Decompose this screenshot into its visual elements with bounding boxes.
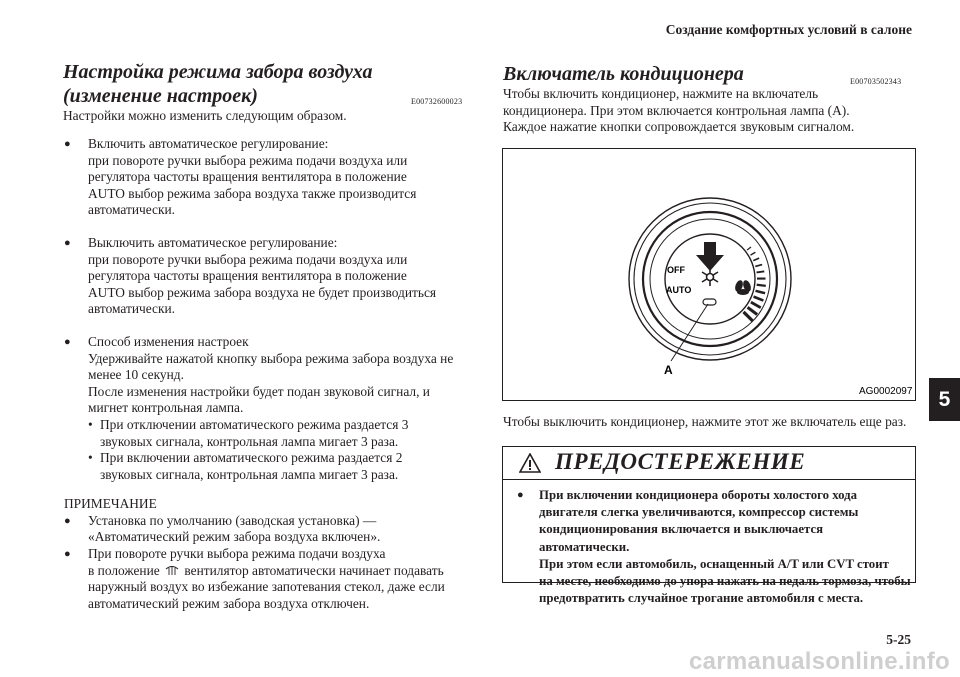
bullet-line: AUTO выбор режима забора воздуха не будет производиться (88, 284, 437, 300)
bullet-dot: ● (517, 489, 524, 501)
warning-line: двигателя слегка увеличиваются, компрессор системы (539, 505, 859, 520)
warning-title: ПРЕДОСТЕРЕЖЕНИЕ (555, 449, 806, 474)
fan-speed-tick (757, 271, 765, 272)
note-line: «Автоматический режим забора воздуха включен». (88, 529, 381, 545)
warning-line: на месте, необходимо до упора нажать на педаль тормоза, чтобы (539, 574, 911, 589)
section-title-line2: (изменение настроек) (63, 85, 258, 107)
fan-speed-tick (754, 297, 764, 301)
warning-line: При включении кондиционера обороты холостого хода (539, 488, 858, 502)
sub-bullet-line: При включении автоматического режима раздается 2 (100, 450, 403, 466)
bullet-line: Удерживайте нажатой кнопку выбора режима забора воздуха не (88, 350, 454, 366)
warning-triangle-icon (519, 453, 541, 473)
note-line: наружный воздух во избежание запотевания стекол, даже если (88, 579, 445, 595)
note-line-part: вентилятор автоматически начинает подавать (184, 562, 444, 578)
ac-intro-line: кондиционера. При этом включается контрольная лампа (A). (503, 102, 850, 118)
note-label: ПРИМЕЧАНИЕ (64, 496, 157, 512)
note-line: При повороте ручки выбора режима подачи воздуха (88, 546, 386, 562)
fan-speed-tick (753, 258, 759, 261)
fan-speed-tick (744, 312, 753, 321)
warning-header (503, 447, 915, 480)
ac-intro-line: Каждое нажатие кнопки сопровождается звуковым сигналом. (503, 119, 855, 135)
ac-intro-line: Чтобы включить кондиционер, нажмите на включатель (503, 86, 819, 101)
bullet-list (64, 136, 474, 612)
ac-intro (503, 86, 923, 136)
indicator-lamp (703, 299, 716, 305)
bullet-line: при повороте ручки выбора режима подачи воздуха или (88, 251, 408, 267)
bullet-dot: ● (64, 548, 71, 561)
bullet-dot: ● (64, 138, 71, 150)
bullet-line: Выключить автоматическое регулирование: (88, 234, 338, 250)
list-item (64, 334, 474, 483)
section-title-line1: Настройка режима забора воздуха (63, 61, 373, 83)
defroster-icon (165, 563, 179, 576)
fan-speed-tick (750, 252, 755, 255)
intro-text: Настройки можно изменить следующим образом. (63, 108, 347, 123)
section-title (63, 60, 372, 108)
bullet-line: при повороте ручки выбора режима подачи воздуха или (88, 152, 408, 168)
dial-label-off: OFF (667, 265, 685, 275)
bullet-line: Способ изменения настроек (88, 333, 249, 349)
fan-speed-tick (757, 285, 766, 286)
sub-bullet-line: звуковых сигнала, контрольная лампа мигает 3 раза. (100, 433, 399, 449)
fan-speed-tick (755, 265, 762, 267)
sub-bullet-dot: • (88, 416, 93, 432)
sub-list-item (88, 417, 453, 450)
bullet-line: Включить автоматическое регулирование: (88, 136, 329, 151)
bullet-line: После изменения настройки будет подан звуковой сигнал, и (88, 383, 430, 399)
ac-switch-title: Включатель кондиционера (503, 63, 744, 85)
note-line-part: в положение (88, 562, 160, 578)
ac-switch-code: E00703502343 (850, 77, 902, 86)
page-number: 5-25 (886, 632, 911, 647)
chapter-tab: 5 (929, 378, 960, 421)
list-item (64, 235, 474, 318)
sub-bullet-line: звуковых сигнала, контрольная лампа мигает 3 раза. (100, 466, 399, 482)
fan-speed-tick (748, 307, 758, 314)
bullet-dot: ● (64, 236, 71, 249)
figure-code: AG0002097 (859, 386, 913, 397)
down-arrow-icon (696, 242, 724, 271)
watermark: carmanualsonline.info (688, 648, 950, 675)
sub-list-item (88, 450, 453, 483)
ac-off-instruction: Чтобы выключить кондиционер, нажмите этот же включатель еще раз. (503, 414, 907, 429)
running-head: Создание комфортных условий в салоне (665, 22, 912, 37)
fan-speed-tick (751, 302, 761, 308)
bullet-line: AUTO выбор режима забора воздуха также производится (88, 185, 417, 201)
warning-body (517, 487, 915, 607)
bullet-dot: ● (64, 514, 71, 527)
warning-box (502, 446, 916, 606)
fan-icon (734, 279, 753, 295)
sub-bullet-line: При отключении автоматического режима раздается 3 (100, 416, 409, 432)
note-line: Установка по умолчанию (заводская установка) — (88, 512, 377, 528)
note-item (64, 546, 474, 612)
note-item (64, 513, 474, 546)
bullet-line: регулятора частоты вращения вентилятора в положение (88, 268, 407, 284)
note-line: автоматический режим забора воздуха отключен. (88, 595, 370, 611)
bullet-line: автоматически. (88, 202, 176, 218)
bullet-dot: ● (64, 335, 71, 348)
note-line-with-icon (88, 563, 445, 580)
fan-speed-tick (747, 247, 751, 250)
bullet-line: менее 10 секунд. (88, 367, 184, 383)
snowflake-icon (702, 268, 718, 286)
dial-label-auto: AUTO (666, 285, 692, 295)
section-code: E00732600023 (411, 97, 463, 106)
bullet-line: мигнет контрольная лампа. (88, 400, 244, 416)
warning-line: При этом если автомобиль, оснащенный A/T или CVT стоит (539, 556, 889, 571)
callout-label-a: A (664, 363, 673, 377)
warning-line: предотвратить случайное трогание автомобиля с места. (539, 591, 864, 606)
sub-bullet-dot: • (88, 450, 93, 466)
warning-line: кондиционирования включается и выключается автоматически. (539, 522, 824, 554)
ac-dial-illustration (503, 149, 915, 400)
bullet-line: автоматически. (88, 301, 176, 317)
list-item (64, 136, 474, 219)
bullet-line: регулятора частоты вращения вентилятора в положение (88, 169, 407, 185)
fan-speed-tick (756, 291, 766, 293)
ac-switch-figure (502, 148, 916, 401)
